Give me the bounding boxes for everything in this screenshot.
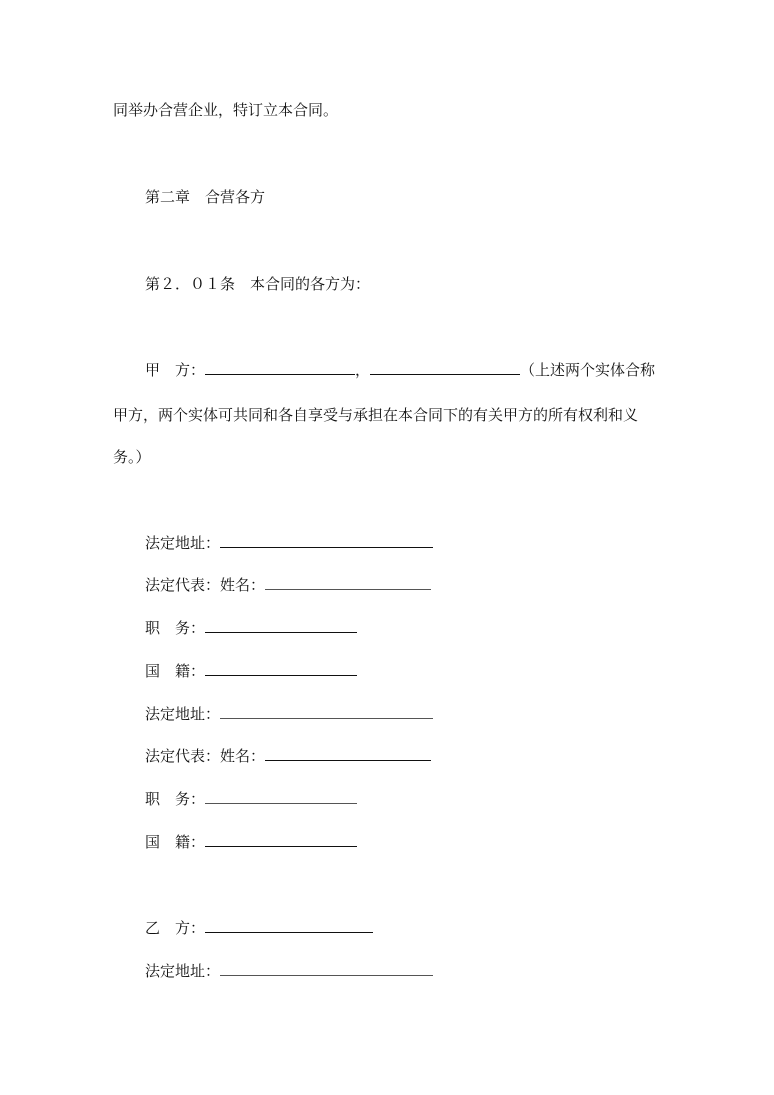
chapter-heading-text: 第二章 合营各方 [145,188,266,206]
legal-representative-label: 法定代表：姓名： [145,576,266,594]
party-a-comma: ， [355,361,371,379]
legal-address-blank[interactable] [220,533,433,548]
party-a-line [145,360,655,380]
party-a-note-end [113,447,151,467]
intro-tail-text: 同举办合营企业，特订立本合同。 [113,101,339,119]
field-row [145,832,357,852]
party-a-label: 甲 方： [145,361,206,379]
field-row [145,575,431,595]
intro-text [113,100,338,120]
position-blank[interactable] [205,789,357,804]
party-b-line [145,918,373,938]
party-b-legal-address-blank[interactable] [220,961,433,976]
party-a-note-line2: 甲方，两个实体可共同和各自享受与承担在本合同下的有关甲方的所有权利和义 [113,406,639,424]
legal-representative-label: 法定代表：姓名： [145,747,266,765]
party-b-legal-address-label: 法定地址： [145,962,221,980]
party-a-entity1-blank[interactable] [205,360,355,375]
nationality-blank[interactable] [205,661,357,676]
nationality-label: 国 籍： [145,833,206,851]
position-blank[interactable] [205,618,357,633]
party-a-note-line3: 务。） [113,448,151,466]
field-row [145,961,433,981]
chapter-heading [145,187,265,207]
position-label: 职 务： [145,790,206,808]
article-2-01 [145,274,370,294]
legal-address-label: 法定地址： [145,534,221,552]
party-a-note [113,405,638,425]
nationality-label: 国 籍： [145,662,206,680]
position-label: 职 务： [145,619,206,637]
party-b-label: 乙 方： [145,919,206,937]
article-2-01-text: 第２．０１条 本合同的各方为： [145,275,371,293]
field-row [145,789,357,809]
field-row [145,618,357,638]
field-row [145,704,433,724]
nationality-blank[interactable] [205,832,357,847]
party-b-blank[interactable] [205,918,373,933]
field-row [145,661,357,681]
party-a-note-line1: （上述两个实体合称 [520,361,656,379]
legal-address-label: 法定地址： [145,705,221,723]
legal-representative-blank[interactable] [265,575,431,590]
party-a-entity2-blank[interactable] [370,360,520,375]
legal-address-blank[interactable] [220,704,433,719]
field-row [145,533,433,553]
field-row [145,746,431,766]
legal-representative-blank[interactable] [265,746,431,761]
